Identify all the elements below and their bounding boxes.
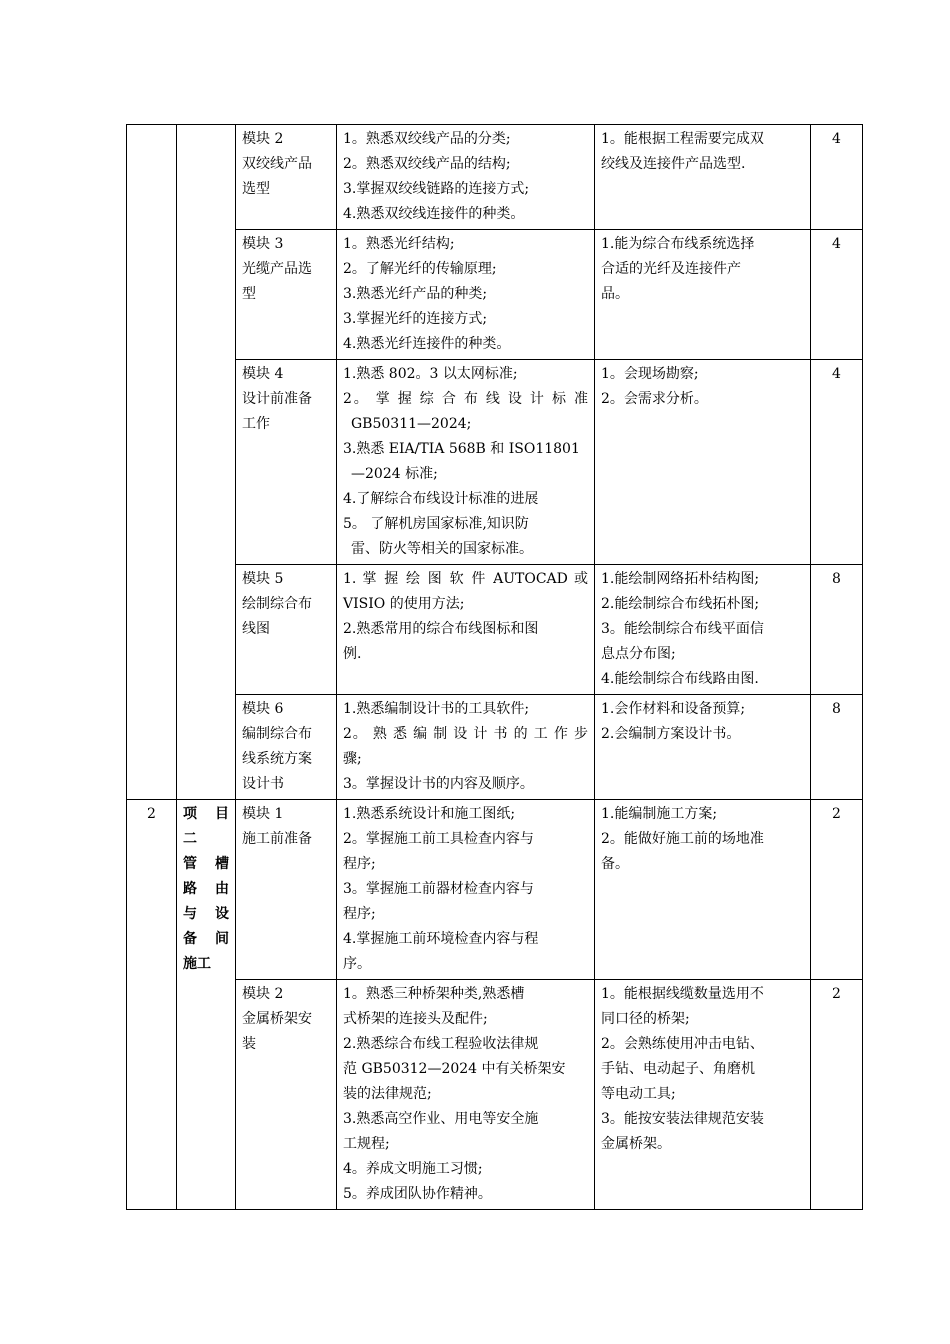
module-cell: 模块 2 金属桥架安 装 [236,980,337,1210]
project-title-cell: 项 目 二 管 槽 路 由 与 设 备 间 施工 [177,800,236,1210]
skills-cell: 1。能根据工程需要完成双 绞线及连接件产品选型. [595,125,811,230]
hours-cell: 8 [811,565,863,695]
module-cell: 模块 6 编制综合布 线系统方案 设计书 [236,695,337,800]
skills-cell: 1.能为综合布线系统选择 合适的光纤及连接件产 品。 [595,230,811,360]
skills-cell: 1。能根据线缆数量选用不 同口径的桥架; 2。会熟练使用冲击电钻、 手钻、电动起子、角磨机 等电动工具; 3。能按安装法律规范安装 金属桥架。 [595,980,811,1210]
project-number-cell: 2 [127,800,177,1210]
knowledge-cell: 1.熟悉系统设计和施工图纸; 2。掌握施工前工具检查内容与 程序; 3。掌握施工前器材检查内容与 程序; 4.掌握施工前环境检查内容与程 序。 [337,800,595,980]
knowledge-cell: 1。熟悉三种桥架种类,熟悉槽 式桥架的连接头及配件; 2.熟悉综合布线工程验收法律规 范 GB50312—2024 中有关桥架安 装的法律规范; 3.熟悉高空作业、用电等安全施 工规程; 4。养成文明施工习惯; 5。养成团队协作精神。 [337,980,595,1210]
table-row [127,230,863,360]
skills-cell: 1.能绘制网络拓朴结构图; 2.能绘制综合布线拓朴图; 3。能绘制综合布线平面信 息点分布图; 4.能绘制综合布线路由图. [595,565,811,695]
module-cell: 模块 4 设计前准备 工作 [236,360,337,565]
hours-cell: 2 [811,980,863,1210]
knowledge-cell: 1。熟悉光纤结构; 2。了解光纤的传输原理; 3.熟悉光纤产品的种类; 3.掌握光纤的连接方式; 4.熟悉光纤连接件的种类。 [337,230,595,360]
knowledge-cell: 1。熟悉双绞线产品的分类; 2。熟悉双绞线产品的结构; 3.掌握双绞线链路的连接方式; 4.熟悉双绞线连接件的种类。 [337,125,595,230]
hours-cell: 4 [811,230,863,360]
hours-cell: 2 [811,800,863,980]
module-cell: 模块 2 双绞线产品 选型 [236,125,337,230]
project-number-cell [127,125,177,800]
table-row [127,800,863,980]
hours-cell: 8 [811,695,863,800]
table-row [127,125,863,230]
module-cell: 模块 5 绘制综合布 线图 [236,565,337,695]
table-row [127,565,863,695]
table-row [127,695,863,800]
skills-cell: 1.能编制施工方案; 2。能做好施工前的场地准 备。 [595,800,811,980]
table-row [127,360,863,565]
table-row [127,980,863,1210]
knowledge-cell: 1.熟悉编制设计书的工具软件; 2。 熟 悉 编 制 设 计 书 的 工 作 步 骤; 3。掌握设计书的内容及顺序。 [337,695,595,800]
knowledge-cell: 1. 掌 握 绘 图 软 件 AUTOCAD 或 VISIO 的使用方法; 2.熟悉常用的综合布线图标和图 例. [337,565,595,695]
module-cell: 模块 3 光缆产品选 型 [236,230,337,360]
skills-cell: 1。会现场勘察; 2。会需求分析。 [595,360,811,565]
module-cell: 模块 1 施工前准备 [236,800,337,980]
project-title-cell [177,125,236,800]
skills-cell: 1.会作材料和设备预算; 2.会编制方案设计书。 [595,695,811,800]
course-table [126,124,863,1210]
hours-cell: 4 [811,125,863,230]
hours-cell: 4 [811,360,863,565]
knowledge-cell: 1.熟悉 802。3 以太网标准; 2。 掌 握 综 合 布 线 设 计 标 准 GB50311—2024; 3.熟悉 EIA/TIA 568B 和 ISO11801 —2024 标准; 4.了解综合布线设计标准的进展 5。 了解机房国家标准,知识防 雷、防火等相关的国家标准。 [337,360,595,565]
